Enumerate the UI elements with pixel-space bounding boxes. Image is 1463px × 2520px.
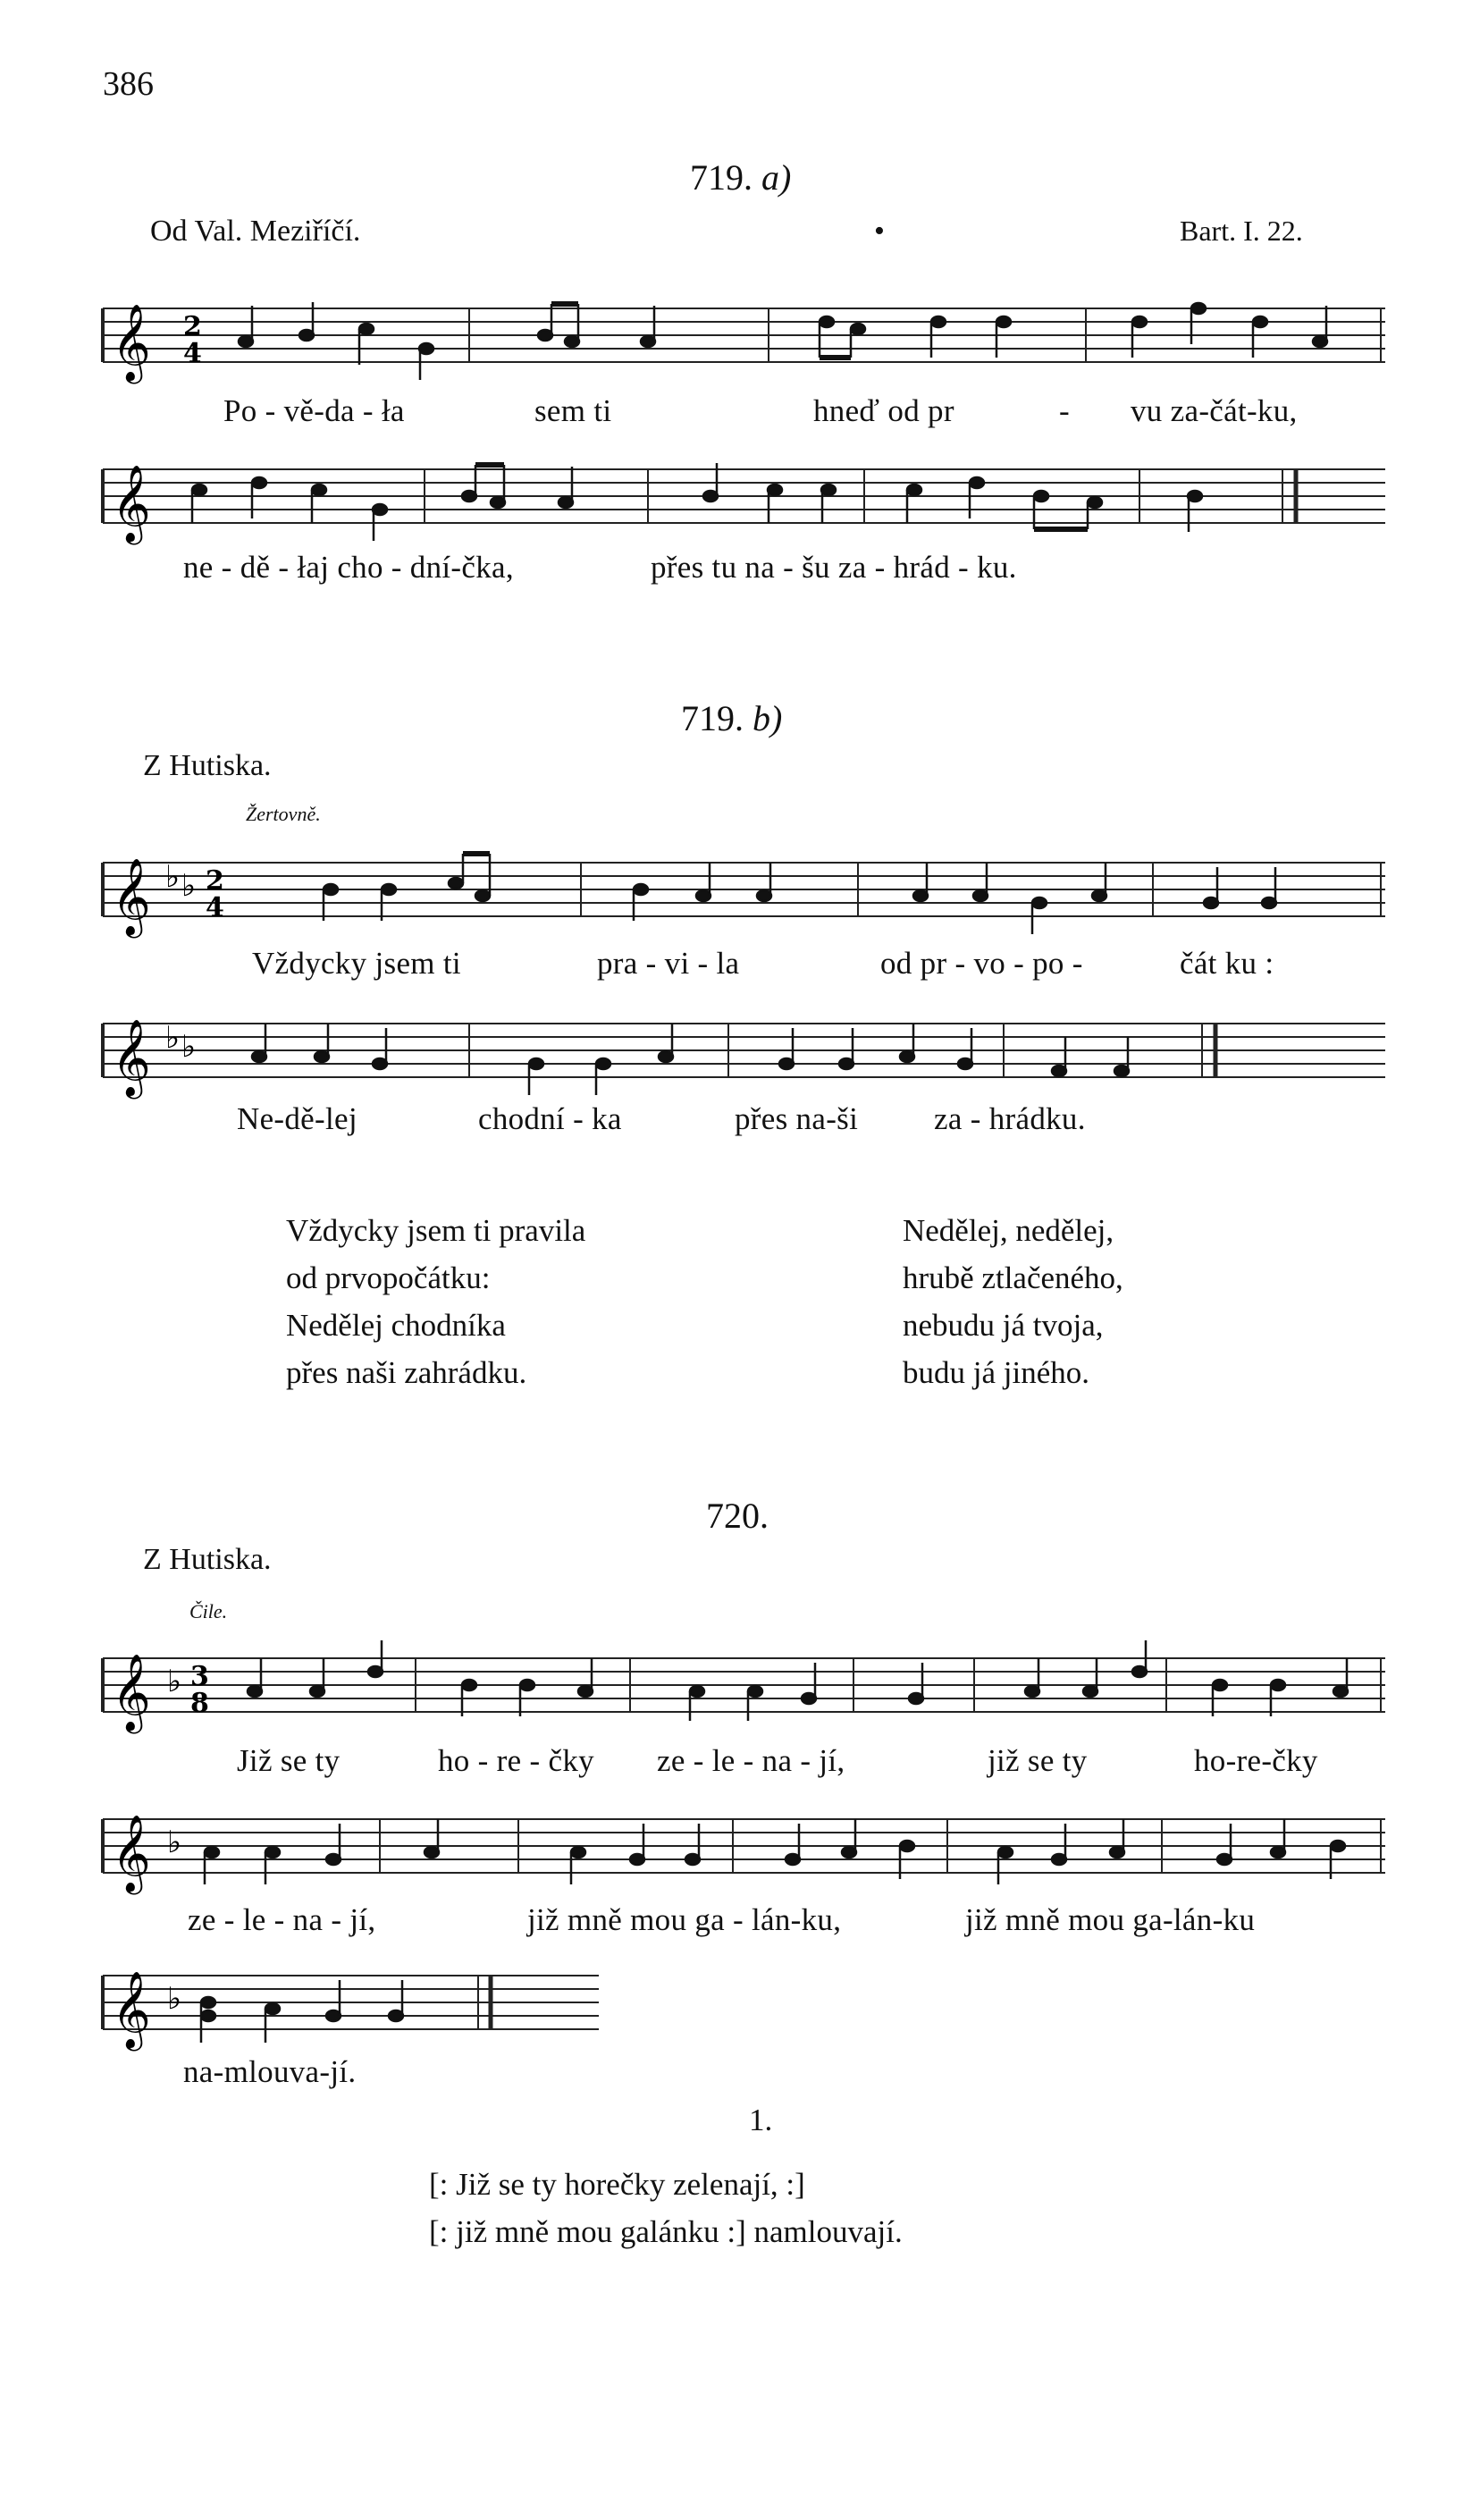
flat-icon: ♭ [167, 1825, 182, 1860]
stanza-number: 1. [749, 2103, 773, 2137]
time-signature-bottom: 4 [206, 892, 224, 923]
verse-block [903, 1207, 1123, 1396]
time-signature-bottom: 4 [183, 338, 202, 369]
song-number-value: 719. [681, 698, 744, 738]
flat-icon: ♭ [165, 859, 181, 895]
music-staff [94, 447, 1399, 545]
lyrics-segment: přes tu na - šu za - hrád - ku. [651, 550, 1017, 585]
lyrics-segment: ho - re - čky [438, 1743, 594, 1778]
lyrics-segment: již mně mou ga - lán-ku, [527, 1902, 842, 1937]
treble-clef-icon: 𝄞 [112, 1815, 151, 1892]
lyrics-segment: pra - vi - la [597, 946, 740, 981]
flat-icon: ♭ [167, 1664, 182, 1699]
lyrics-segment: Ne-dě-lej [237, 1101, 357, 1136]
song-number [690, 156, 791, 198]
song-variant: a) [761, 157, 792, 198]
music-staff [94, 286, 1399, 384]
flat-icon: ♭ [181, 1029, 197, 1065]
lyrics-segment: hneď od pr [813, 393, 954, 428]
page-number: 386 [103, 65, 154, 103]
lyrics-segment: chodní - ka [478, 1101, 622, 1136]
flat-icon: ♭ [165, 1020, 181, 1056]
lyrics-segment: od pr - vo - po - [880, 946, 1083, 981]
song-number-value: 719. [690, 157, 753, 198]
lyrics-segment: na-mlouva-jí. [183, 2054, 357, 2089]
stanza-block [429, 2161, 903, 2255]
song-source: Bart. I. 22. [1180, 215, 1303, 247]
song-origin: Z Hutiska. [143, 1543, 272, 1576]
music-staff [94, 840, 1399, 939]
lyrics-segment: již mně mou ga-lán-ku [965, 1902, 1256, 1937]
verse-line: nebudu já tvoja, [903, 1308, 1104, 1343]
music-staff [94, 1636, 1399, 1734]
verse-line: budu já jiného. [903, 1355, 1089, 1390]
verse-line: Nedělej chodníka [286, 1308, 506, 1343]
ornament-dot: • [874, 215, 885, 248]
treble-clef-icon: 𝄞 [112, 304, 151, 381]
lyrics-segment: - [1059, 393, 1070, 428]
lyrics-segment: Vždycky jsem ti [252, 946, 461, 981]
lyrics-segment: čát ku : [1180, 946, 1274, 981]
treble-clef-icon: 𝄞 [112, 465, 151, 542]
stanza-line: [: již mně mou galánku :] namlouvají. [429, 2214, 903, 2249]
lyrics-segment: ze - le - na - jí, [657, 1743, 845, 1778]
song-origin: Z Hutiska. [143, 749, 272, 782]
lyrics-segment: vu za-čát-ku, [1131, 393, 1298, 428]
lyrics-segment: Již se ty [237, 1743, 341, 1778]
verse-line: hrubě ztlačeného, [903, 1260, 1123, 1295]
treble-clef-icon: 𝄞 [112, 1971, 151, 2048]
verse-line: přes naši zahrádku. [286, 1355, 527, 1390]
time-signature-top: 3 [190, 1661, 209, 1692]
music-staff [94, 1953, 612, 2052]
tempo-marking: Žertovně. [246, 803, 321, 825]
time-signature-top: 2 [183, 311, 202, 342]
lyrics-segment: za - hrádku. [934, 1101, 1086, 1136]
lyrics-segment: ho-re-čky [1194, 1743, 1318, 1778]
verse-block [286, 1207, 585, 1396]
lyrics-segment: ze - le - na - jí, [188, 1902, 376, 1937]
time-signature-bottom: 8 [190, 1688, 209, 1719]
tempo-marking: Čile. [189, 1600, 228, 1622]
music-staff [94, 1001, 1399, 1100]
treble-clef-icon: 𝄞 [112, 1019, 151, 1096]
flat-icon: ♭ [181, 868, 197, 904]
verse-line: Nedělej, nedělej, [903, 1213, 1114, 1248]
flat-icon: ♭ [167, 1981, 182, 2017]
music-staff [94, 1797, 1399, 1895]
song-origin: Od Val. Meziříčí. [150, 215, 361, 248]
song-variant: b) [753, 698, 783, 738]
treble-clef-icon: 𝄞 [112, 1654, 151, 1731]
stanza-line: [: Již se ty horečky zelenají, :] [429, 2167, 805, 2202]
lyrics-segment: Po - vě-da - ła [223, 393, 405, 428]
song-number [681, 697, 782, 739]
lyrics-segment: přes na-ši [735, 1101, 859, 1136]
lyrics-segment: již se ty [988, 1743, 1088, 1778]
treble-clef-icon: 𝄞 [112, 858, 151, 935]
verse-line: od prvopočátku: [286, 1260, 491, 1295]
lyrics-segment: ne - dě - łaj cho - dní-čka, [183, 550, 514, 585]
song-number: 720. [706, 1496, 769, 1536]
time-signature-top: 2 [206, 865, 224, 897]
lyrics-segment: sem ti [534, 393, 612, 428]
verse-line: Vždycky jsem ti pravila [286, 1213, 586, 1248]
